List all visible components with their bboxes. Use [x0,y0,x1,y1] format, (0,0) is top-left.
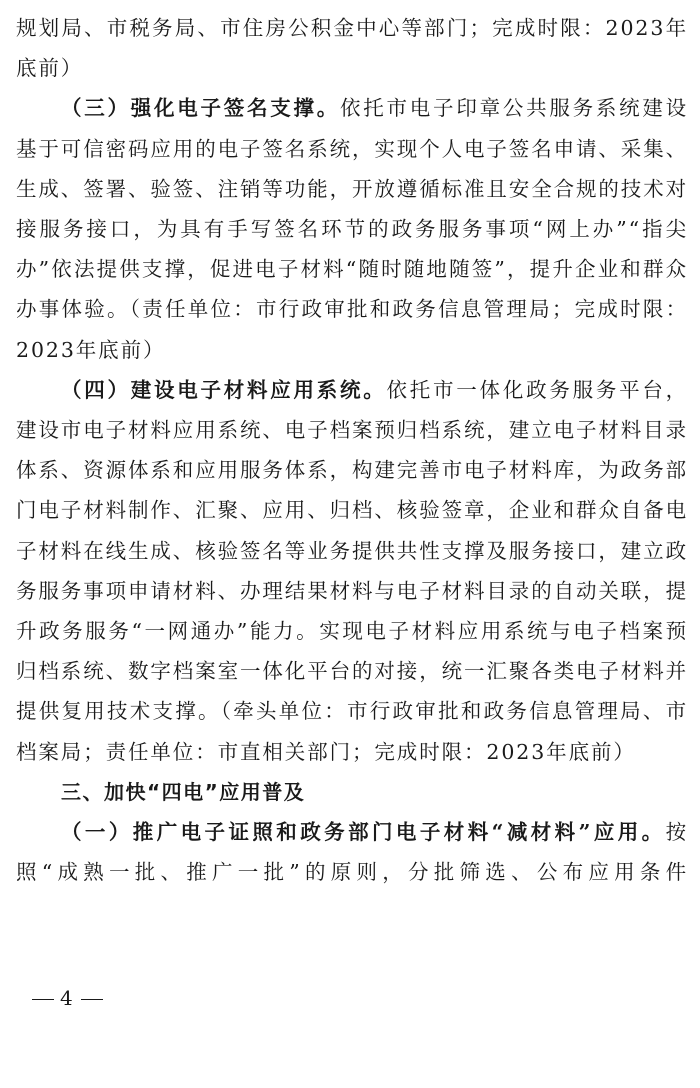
paragraph-text: 规划局、市税务局、市住房公积金中心等部门；完成时限：2023年底前） [16,16,688,81]
footer-dash-left [32,999,54,1000]
paragraph-electronic-materials [16,370,688,772]
paragraph-text: 按照“成熟一批、推广一批”的原则，分批筛选、公布应用条件 [16,820,688,885]
paragraph-lead: （四）建设电子材料应用系统。 [61,377,387,402]
paragraph-lead: （一）推广电子证照和政务部门电子材料“减材料”应用。 [61,820,666,845]
paragraph-text: 依托市一体化政务服务平台，建设市电子材料应用系统、电子档案预归档系统，建立电子材料目录体系、资源体系和应用服务体系，构建完善市电子材料库，为政务部门电子材料制作、汇聚、应用、归档、核验签章，企业和群众自备电子材料在线生成、核验签名等业务提供共性支撑及服务接口，建立政务服务事项申请材料、办理结果材料与电子材料目录的自动关联，提升政务服务“一网通办”能力。实现电子材料应用系统与电子档案预归档系统、数字档案室一体化平台的对接，统一汇聚各类电子材料并提供复用技术支撑。（牵头单位：市行政审批和政务信息管理局、市档案局；责任单位：市直相关部门；完成时限：2023年底前） [16,377,688,764]
page-footer [26,986,109,1010]
paragraph-text: 依托市电子印章公共服务系统建设基于可信密码应用的电子签名系统，实现个人电子签名申请、采集、生成、签署、验签、注销等功能，开放遵循标准且安全合规的技术对接服务接口，为具有手写签名环节的政务服务事项“网上办”“指尖办”依法提供支撑，促进电子材料“随时随地随签”，提升企业和群众办事体验。（责任单位：市行政审批和政务信息管理局；完成时限：2023年底前） [16,96,688,362]
paragraph-reduce-materials [16,812,688,892]
paragraph-continuation [16,8,688,88]
document-page [16,8,688,892]
page-number: 4 [60,986,75,1010]
paragraph-electronic-signature [16,88,688,369]
paragraph-lead: （三）强化电子签名支撑。 [61,96,341,121]
section-heading: 三、加快“四电”应用普及 [61,779,306,804]
footer-dash-right [81,999,103,1000]
